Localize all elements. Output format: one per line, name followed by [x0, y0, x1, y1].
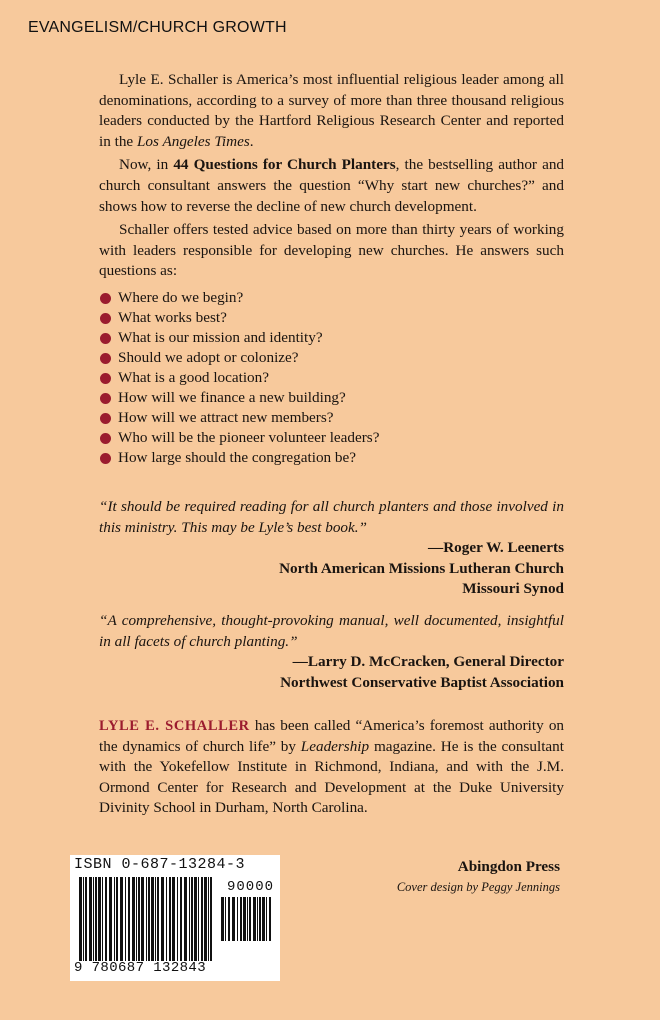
- endorsement-text: “It should be required reading for all church planters and those involved in this ministry. This may be Lyle’s best book.”: [99, 498, 564, 536]
- intro-paragraph-1: Lyle E. Schaller is America’s most influential religious leader among all denominations, according to a survey of more than three thousand religious leaders conducted by the Hartford Religious Research Center and reported in the Los Angeles Times.: [99, 71, 564, 150]
- list-item: What is a good location?: [99, 368, 564, 388]
- barcode-bar: [105, 877, 107, 961]
- barcode-bar: [221, 897, 224, 941]
- barcode-bar: [89, 877, 92, 961]
- barcode-bar: [85, 877, 87, 961]
- barcode-bar: [257, 897, 258, 941]
- barcode-bar: [232, 897, 235, 941]
- magazine-name: Leadership: [300, 737, 370, 755]
- barcode-bar: [161, 877, 164, 961]
- barcode-bar: [172, 877, 175, 961]
- cover-credit: Cover design by Peggy Jennings: [396, 880, 560, 894]
- barcode-bar: [253, 897, 256, 941]
- barcode-bar: [148, 877, 150, 961]
- price-code: 90000: [226, 879, 274, 895]
- barcode-bar: [132, 877, 135, 961]
- isbn-barcode: [70, 855, 280, 981]
- questions-list: [99, 288, 564, 468]
- list-item: How large should the congregation be?: [99, 448, 564, 468]
- barcode-bar: [259, 897, 261, 941]
- author-bio: LYLE E. SCHALLER has been called “America’s foremost authority on the dynamics of church life” by Leadership magazine. He is the consultant with the Yokefellow Institute in Richmond, Indiana, and with the J.M. Ormond Center for Research and Development at the Duke University Divinity School in Durham, North Carolina.: [99, 717, 565, 817]
- barcode-bar: [208, 877, 209, 961]
- list-item: Where do we begin?: [99, 288, 564, 308]
- barcode-bar: [180, 877, 182, 961]
- barcode-bar: [189, 877, 190, 961]
- barcode-bar: [184, 877, 187, 961]
- barcode-bar: [102, 877, 103, 961]
- endorsement-2: [99, 611, 564, 693]
- intro-paragraph-2: Now, in 44 Questions for Church Planters, the bestselling author and church consultant answers the question “Why start new churches?” and shows how to reverse the decline of new church development.: [99, 156, 565, 215]
- barcode-bar: [116, 877, 118, 961]
- barcode-bar: [210, 877, 212, 961]
- barcode-bar: [262, 897, 265, 941]
- bullet-icon: [100, 393, 111, 404]
- barcode-bar: [128, 877, 130, 961]
- ean-digits: 9 780687 132843: [74, 960, 207, 976]
- bullet-icon: [100, 373, 111, 384]
- barcode-bar: [225, 897, 226, 941]
- barcode-bar: [155, 877, 156, 961]
- barcode-bar: [157, 877, 159, 961]
- bullet-icon: [100, 333, 111, 344]
- barcode-bar: [79, 877, 82, 961]
- bullet-icon: [100, 453, 111, 464]
- barcode-bar: [114, 877, 115, 961]
- barcode-bar: [151, 877, 154, 961]
- barcode-bar: [120, 877, 123, 961]
- barcode-bar: [201, 877, 203, 961]
- barcode-bar: [93, 877, 94, 961]
- barcode-bar: [125, 877, 126, 961]
- endorsement-1: [99, 497, 564, 600]
- barcode-bar: [247, 897, 248, 941]
- barcode-bar: [228, 897, 230, 941]
- barcode-bar: [141, 877, 144, 961]
- barcode-bar: [243, 897, 246, 941]
- barcode-bar: [136, 877, 137, 961]
- barcode-bar: [266, 897, 267, 941]
- list-item: How will we attract new members?: [99, 408, 564, 428]
- intro-paragraph-3: Schaller offers tested advice based on more than thirty years of working with leaders responsible for developing new churches. He answers such questions as:: [99, 221, 564, 280]
- barcode-bar: [240, 897, 242, 941]
- barcode-bar: [269, 897, 271, 941]
- endorsement-text: “A comprehensive, thought-provoking manual, well documented, insightful in all facets of church planting.”: [99, 612, 564, 650]
- category-label: EVANGELISM/CHURCH GROWTH: [28, 19, 287, 36]
- barcode-bar: [146, 877, 147, 961]
- barcode-bar: [237, 897, 238, 941]
- barcode-bar: [177, 877, 178, 961]
- barcode-bar: [98, 877, 101, 961]
- isbn-number: ISBN 0-687-13284-3: [74, 856, 246, 873]
- barcode-bar: [83, 877, 84, 961]
- endorsement-affiliation: North American Missions Lutheran Church: [279, 559, 564, 577]
- barcode-bar: [191, 877, 193, 961]
- barcode-bar: [169, 877, 171, 961]
- barcode-bar: [138, 877, 140, 961]
- author-name: LYLE E. SCHALLER: [99, 718, 250, 734]
- barcode-bar: [249, 897, 251, 941]
- barcode-bar: [198, 877, 199, 961]
- barcode-bar: [204, 877, 207, 961]
- endorsement-affiliation: Missouri Synod: [462, 580, 564, 597]
- endorsement-author: —Roger W. Leenerts: [428, 539, 564, 556]
- barcode-bars: [78, 877, 213, 961]
- description: [99, 70, 564, 468]
- endorsement-affiliation: Northwest Conservative Baptist Association: [280, 673, 564, 691]
- book-title: 44 Questions for Church Planters: [173, 156, 396, 174]
- list-item: Who will be the pioneer volunteer leaders?: [99, 428, 564, 448]
- list-item: What is our mission and identity?: [99, 328, 564, 348]
- bullet-icon: [100, 433, 111, 444]
- barcode-bar: [194, 877, 197, 961]
- publisher-name: Abingdon Press: [457, 858, 560, 875]
- bullet-icon: [100, 293, 111, 304]
- list-item: How will we finance a new building?: [99, 388, 564, 408]
- price-barcode-bars: [220, 897, 272, 941]
- list-item: What works best?: [99, 308, 564, 328]
- barcode-bar: [95, 877, 97, 961]
- list-item: Should we adopt or colonize?: [99, 348, 564, 368]
- barcode-bar: [166, 877, 167, 961]
- endorsement-author: —Larry D. McCracken, General Director: [292, 653, 564, 670]
- bullet-icon: [100, 313, 111, 324]
- barcode-bar: [109, 877, 112, 961]
- bullet-icon: [100, 353, 111, 364]
- bullet-icon: [100, 413, 111, 424]
